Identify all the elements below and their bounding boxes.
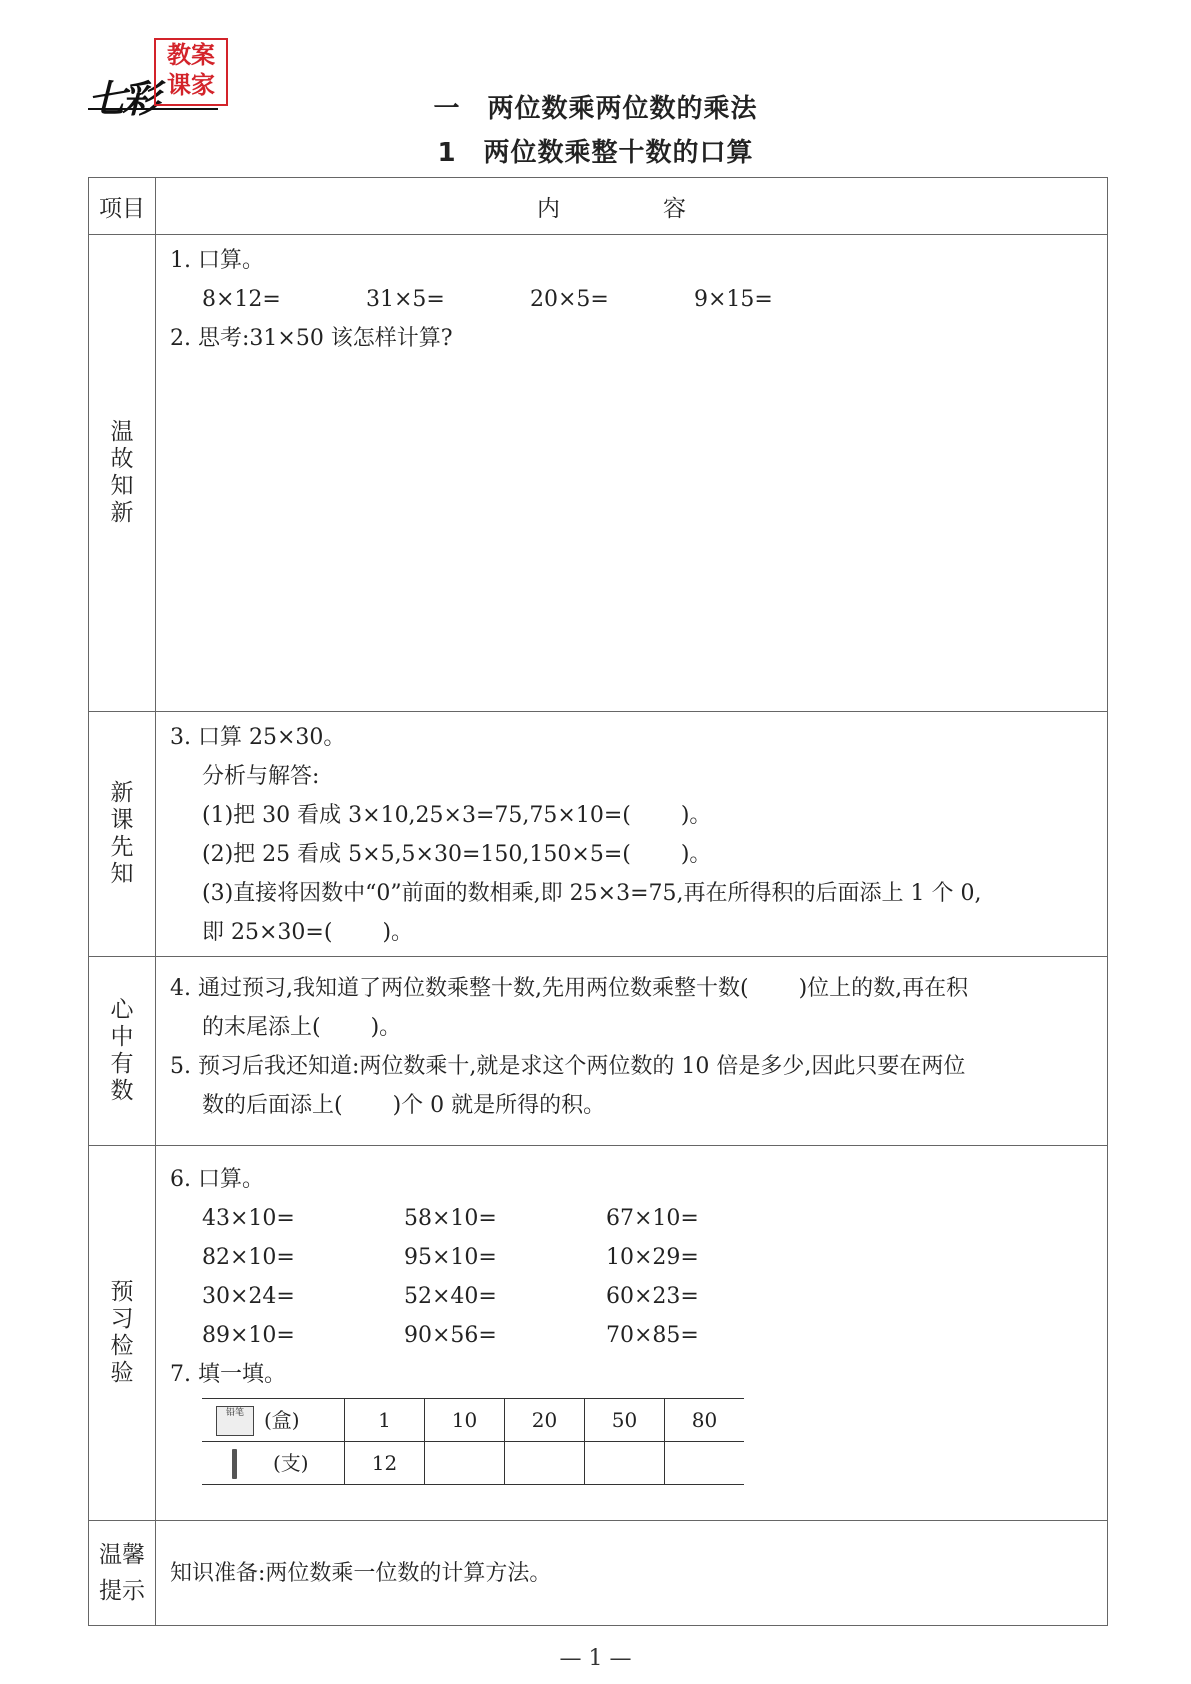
- fill-answer-cell[interactable]: [665, 1442, 745, 1485]
- fill-cell: 12: [345, 1442, 425, 1485]
- section-tips-content: 知识准备:两位数乘一位数的计算方法。: [156, 1521, 1108, 1626]
- section-review-label: 温 故 知 新: [89, 235, 156, 712]
- calc-item: 90×56=: [404, 1323, 497, 1348]
- calc-item: 70×85=: [606, 1323, 699, 1348]
- question-3-title: 3. 口算 25×30。: [170, 725, 346, 750]
- header-content: 内 容: [156, 178, 1108, 235]
- calc-item: 58×10=: [404, 1206, 497, 1231]
- logo-stamp-line-2: 课家: [167, 71, 215, 99]
- lesson-table: [88, 177, 1108, 1626]
- pencil-box-icon: 铅笔: [216, 1406, 254, 1436]
- calc-row: [170, 1316, 1095, 1355]
- section-check-label: 预 习 检 验: [89, 1146, 156, 1521]
- calc-item: 89×10=: [202, 1323, 295, 1348]
- page-number: — 1 —: [559, 1646, 632, 1671]
- logo-main-text: 七彩: [88, 76, 157, 121]
- pencil-icon: [232, 1449, 237, 1479]
- section-tips: [89, 1521, 1108, 1626]
- calc-item: 82×10=: [202, 1245, 295, 1270]
- fill-cell: 10: [425, 1399, 505, 1442]
- fill-row-boxes: [202, 1399, 744, 1442]
- calc-row: [170, 1199, 1095, 1238]
- calc-item: 43×10=: [202, 1206, 295, 1231]
- fill-answer-cell[interactable]: [425, 1442, 505, 1485]
- logo-stamp-line-1: 教案: [167, 41, 215, 69]
- question-4: 4. 通过预习,我知道了两位数乘整十数,先用两位数乘整十数( )位上的数,再在积: [170, 976, 969, 1001]
- step-1: (1)把 30 看成 3×10,25×3=75,75×10=( )。: [202, 803, 712, 828]
- question-4-cont: 的末尾添上( )。: [202, 1015, 402, 1040]
- fill-cell: 20: [505, 1399, 585, 1442]
- calc-row: [170, 1238, 1095, 1277]
- table-header-row: [89, 178, 1108, 235]
- fill-answer-cell[interactable]: [585, 1442, 665, 1485]
- calc-row: [170, 1277, 1095, 1316]
- calc-item: 52×40=: [404, 1284, 497, 1309]
- header-item: 项目: [89, 178, 156, 235]
- calc-item: 95×10=: [404, 1245, 497, 1270]
- section-mind: [89, 957, 1108, 1146]
- section-preview: [89, 712, 1108, 957]
- fill-cell: 80: [665, 1399, 745, 1442]
- fill-row-pencils: [202, 1442, 744, 1485]
- fill-cell: 50: [585, 1399, 665, 1442]
- calc-item: 10×29=: [606, 1245, 699, 1270]
- question-6-title: 6. 口算。: [170, 1167, 264, 1192]
- calc-item: 30×24=: [202, 1284, 295, 1309]
- section-preview-label: 新 课 先 知: [89, 712, 156, 957]
- calc-item: 8×12=: [202, 287, 281, 312]
- lesson-title: 1 两位数乘整十数的口算: [437, 138, 754, 168]
- question-1-items: [170, 280, 1095, 319]
- step-3-cont: 即 25×30=( )。: [202, 920, 414, 945]
- fill-row-label: 铅笔 (盒): [202, 1399, 345, 1442]
- calc-item: 67×10=: [606, 1206, 699, 1231]
- section-tips-label: 温馨 提示: [89, 1521, 156, 1626]
- section-check: [89, 1146, 1108, 1521]
- section-mind-content: [156, 957, 1108, 1146]
- section-preview-content: [156, 712, 1108, 957]
- question-5-cont: 数的后面添上( )个 0 就是所得的积。: [202, 1093, 606, 1118]
- calc-item: 31×5=: [366, 287, 445, 312]
- question-5: 5. 预习后我还知道:两位数乘十,就是求这个两位数的 10 倍是多少,因此只要在两位: [170, 1054, 966, 1079]
- calc-item: 60×23=: [606, 1284, 699, 1309]
- fill-row-label: (支): [202, 1442, 345, 1485]
- calc-item: 9×15=: [694, 287, 773, 312]
- section-mind-label: 心 中 有 数: [89, 957, 156, 1146]
- unit-title: 一 两位数乘两位数的乘法: [433, 94, 758, 124]
- step-3: (3)直接将因数中“0”前面的数相乘,即 25×3=75,再在所得积的后面添上 1 个 0,: [202, 881, 982, 906]
- question-7-title: 7. 填一填。: [170, 1362, 286, 1387]
- section-review: [89, 235, 1108, 712]
- calc-item: 20×5=: [530, 287, 609, 312]
- fill-cell: 1: [345, 1399, 425, 1442]
- analysis-label: 分析与解答:: [202, 764, 320, 789]
- fill-table: [202, 1398, 744, 1485]
- section-check-content: [156, 1146, 1108, 1521]
- fill-answer-cell[interactable]: [505, 1442, 585, 1485]
- step-2: (2)把 25 看成 5×5,5×30=150,150×5=( )。: [202, 842, 712, 867]
- section-review-content: [156, 235, 1108, 712]
- question-2-title: 2. 思考:31×50 该怎样计算?: [170, 326, 453, 351]
- question-1-title: 1. 口算。: [170, 248, 264, 273]
